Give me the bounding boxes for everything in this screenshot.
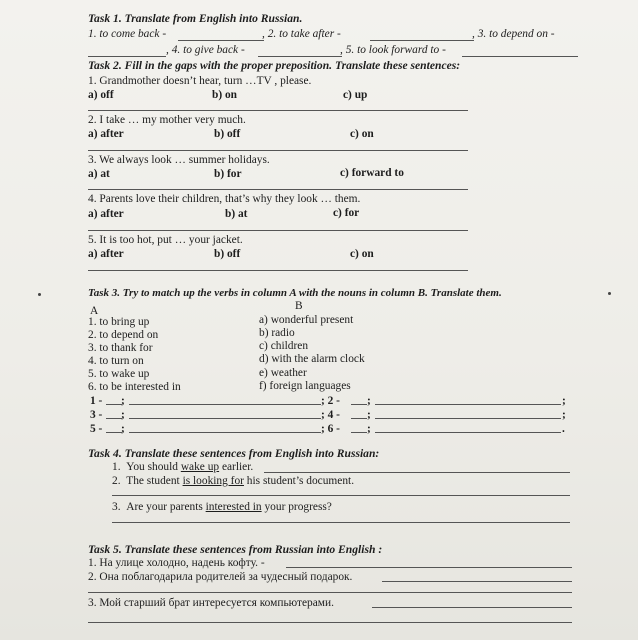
answer-line bbox=[382, 581, 572, 582]
task5-heading: Task 5. Translate these sentences from Russian into English : bbox=[88, 543, 383, 556]
task2-q1-b: b) on bbox=[212, 89, 238, 101]
answer-line bbox=[106, 404, 122, 405]
task3-answer-6: ; 6 - bbox=[321, 423, 340, 435]
task2-q5-c: c) on bbox=[350, 248, 374, 260]
task3-end: ; bbox=[562, 395, 566, 407]
task3-col-b-item: c) children bbox=[259, 340, 309, 352]
task3-col-b-item: d) with the alarm clock bbox=[259, 353, 365, 365]
task2-q2: 2. I take … my mother very much. bbox=[88, 114, 246, 126]
task3-answer-4: ; 4 - bbox=[321, 409, 340, 421]
task3-answer-1: 1 - bbox=[90, 395, 103, 407]
task4-pre: Are your parents bbox=[126, 501, 206, 513]
task3-sep: ; bbox=[121, 423, 125, 435]
answer-line bbox=[88, 189, 468, 190]
task2-q1-a: a) off bbox=[88, 89, 114, 101]
answer-line bbox=[351, 418, 367, 419]
answer-line bbox=[129, 432, 321, 433]
answer-line bbox=[88, 56, 166, 57]
task3-col-a-item: 2. to depend on bbox=[88, 329, 159, 341]
task4-num: 2. bbox=[112, 475, 121, 487]
task4-item-1 bbox=[112, 461, 253, 474]
answer-line bbox=[112, 522, 570, 523]
task3-col-a-label: A bbox=[90, 305, 99, 317]
task1-item-3: , 3. to depend on - bbox=[472, 28, 555, 40]
task1-item-2: , 2. to take after - bbox=[262, 28, 341, 40]
answer-line bbox=[112, 495, 570, 496]
task4-post: your progress? bbox=[261, 501, 332, 513]
task3-answer-3: 3 - bbox=[90, 409, 103, 421]
task3-sep: ; bbox=[367, 409, 371, 421]
answer-line bbox=[286, 567, 572, 568]
task2-q3-c: c) forward to bbox=[340, 167, 404, 179]
answer-line bbox=[375, 432, 561, 433]
task4-num: 1. bbox=[112, 461, 121, 473]
task3-col-a-item: 5. to wake up bbox=[88, 368, 150, 380]
task3-col-a-item: 4. to turn on bbox=[88, 355, 144, 367]
task3-col-b-item: e) weather bbox=[259, 367, 307, 379]
task5-item-3: 3. Мой старший брат интересуется компьютерами. bbox=[88, 597, 334, 609]
answer-line bbox=[88, 622, 572, 623]
task4-underlined: interested in bbox=[205, 501, 262, 513]
task5-item-2: 2. Она поблагодарила родителей за чудесный подарок. bbox=[88, 571, 353, 583]
task4-post: earlier. bbox=[219, 461, 254, 473]
answer-line bbox=[129, 404, 321, 405]
task1-item-4: , 4. to give back - bbox=[166, 44, 245, 56]
task4-num: 3. bbox=[112, 501, 121, 513]
task3-heading: Task 3. Try to match up the verbs in column A with the nouns in column B. Translate them. bbox=[88, 287, 502, 299]
task2-q5-b: b) off bbox=[214, 248, 241, 260]
answer-line bbox=[88, 150, 468, 151]
answer-line bbox=[88, 230, 468, 231]
task4-underlined: is looking for bbox=[182, 475, 244, 487]
task3-end: ; bbox=[562, 409, 566, 421]
answer-line bbox=[264, 472, 570, 473]
paper-speck bbox=[608, 292, 611, 295]
task2-q3-b: b) for bbox=[214, 168, 242, 180]
task2-q5-a: a) after bbox=[88, 248, 124, 260]
task1-heading: Task 1. Translate from English into Russian. bbox=[88, 12, 303, 25]
task2-q4-b: b) at bbox=[225, 208, 248, 220]
task2-heading: Task 2. Fill in the gaps with the proper preposition. Translate these sentences: bbox=[88, 59, 461, 72]
answer-line bbox=[178, 40, 264, 41]
task2-q1: 1. Grandmother doesn’t hear, turn …TV , please. bbox=[88, 75, 312, 87]
answer-line bbox=[351, 432, 367, 433]
task4-item-3 bbox=[112, 501, 332, 514]
task3-sep: ; bbox=[367, 395, 371, 407]
answer-line bbox=[258, 56, 342, 57]
task4-post: his student’s document. bbox=[243, 475, 355, 487]
task2-q5: 5. It is too hot, put … your jacket. bbox=[88, 234, 243, 246]
answer-line bbox=[88, 592, 572, 593]
answer-line bbox=[106, 418, 122, 419]
task2-q4-a: a) after bbox=[88, 208, 124, 220]
task1-item-1: 1. to come back - bbox=[88, 28, 167, 40]
answer-line bbox=[129, 418, 321, 419]
answer-line bbox=[375, 404, 561, 405]
task5-item-1: 1. На улице холодно, надень кофту. - bbox=[88, 557, 265, 569]
task3-col-b-item: b) radio bbox=[259, 327, 295, 339]
answer-line bbox=[370, 40, 474, 41]
task3-sep: ; bbox=[367, 423, 371, 435]
task1-item-5: , 5. to look forward to - bbox=[340, 44, 446, 56]
task3-col-a-item: 1. to bring up bbox=[88, 316, 150, 328]
task2-q3: 3. We always look … summer holidays. bbox=[88, 154, 270, 166]
task4-underlined: wake up bbox=[180, 461, 220, 473]
task2-q2-a: a) after bbox=[88, 128, 124, 140]
task3-col-a-item: 3. to thank for bbox=[88, 342, 153, 354]
paper-speck bbox=[38, 293, 41, 296]
task3-col-b-label: B bbox=[295, 300, 303, 312]
task4-heading: Task 4. Translate these sentences from English into Russian: bbox=[88, 447, 380, 460]
answer-line bbox=[462, 56, 578, 57]
task3-answer-5: 5 - bbox=[90, 423, 103, 435]
task3-col-b-item: a) wonderful present bbox=[259, 314, 354, 326]
answer-line bbox=[88, 270, 468, 271]
task3-sep: ; bbox=[121, 409, 125, 421]
task3-end: . bbox=[562, 423, 565, 435]
task3-answer-2: ; 2 - bbox=[321, 395, 340, 407]
answer-line bbox=[351, 404, 367, 405]
task4-item-2 bbox=[112, 475, 354, 488]
task2-q4: 4. Parents love their children, that’s why they look … them. bbox=[88, 193, 361, 205]
task3-col-a-item: 6. to be interested in bbox=[88, 381, 181, 393]
task2-q1-c: c) up bbox=[343, 89, 368, 101]
answer-line bbox=[106, 432, 122, 433]
task3-col-b-item: f) foreign languages bbox=[259, 380, 351, 392]
task3-sep: ; bbox=[121, 395, 125, 407]
task2-q2-b: b) off bbox=[214, 128, 241, 140]
task4-pre: The student bbox=[126, 475, 183, 487]
task2-q3-a: a) at bbox=[88, 168, 110, 180]
task2-q4-c: c) for bbox=[333, 207, 360, 219]
answer-line bbox=[375, 418, 561, 419]
answer-line bbox=[88, 110, 468, 111]
task2-q2-c: c) on bbox=[350, 128, 374, 140]
answer-line bbox=[372, 607, 572, 608]
task4-pre: You should bbox=[126, 461, 181, 473]
